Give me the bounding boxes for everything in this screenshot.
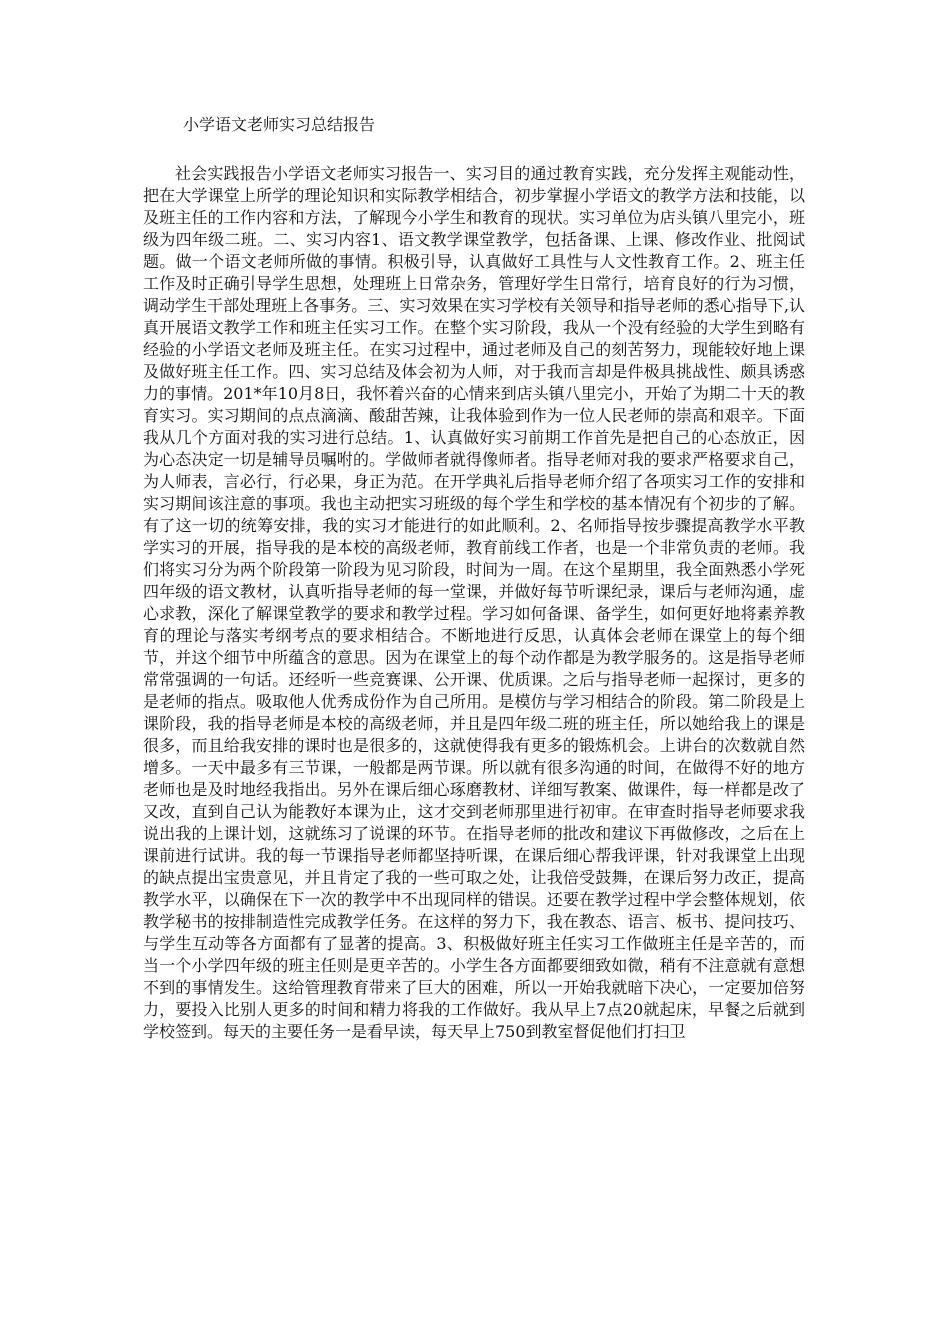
document-title: 小学语文老师实习总结报告 xyxy=(183,115,376,134)
document-body-paragraph: 社会实践报告小学语文老师实习报告一、实习目的通过教育实践，充分发挥主观能动性，把在大学课堂上所学的理论知识和实际教学相结合，初步掌握小学语文的教学方法和技能，以及班主任的工作内容和方法，了解现今小学生和教育的现状。实习单位为店头镇八里完小，班级为四年级二班。二、实习内容1、语文教学课堂教学，包括备课、上课、修改作业、批阅试题。做一个语文老师所做的事情。积极引导，认真做好工具性与人文性教育工作。2、班主任工作及时正确引导学生思想，处理班上日常杂务，管理好学生日常行，培育良好的行为习惯，调动学生干部处理班上各事务。三、实习效果在实习学校有关领导和指导老师的悉心指导下,认真开展语文教学工作和班主任实习工作。在整个实习阶段，我从一个没有经验的大学生到略有经验的小学语文老师及班主任。在实习过程中，通过老师及自己的刻苦努力，现能较好地上课及做好班主任工作。四、实习总结及体会初为人师，对于我而言却是件极具挑战性、颇具诱惑力的事情。201*年10月8日，我怀着兴奋的心情来到店头镇八里完小，开始了为期二十天的教育实习。实习期间的点点滴滴、酸甜苦辣，让我体验到作为一位人民老师的崇高和艰辛。下面我从几个方面对我的实习进行总结。1、认真做好实习前期工作首先是把自己的心态放正，因为心态决定一切是辅导员嘱咐的。学做师者就得像师者。指导老师对我的要求严格要求自己，为人师表，言必行，行必果，身正为范。在开学典礼后指导老师介绍了各项实习工作的安排和实习期间该注意的事项。我也主动把实习班级的每个学生和学校的基本情况有个初步的了解。有了这一切的统筹安排，我的实习才能进行的如此顺利。2、名师指导按步骤提高教学水平教学实习的开展，指导我的是本校的高级老师，教育前线工作者，也是一个非常负责的老师。我们将实习分为两个阶段第一阶段为见习阶段，时间为一周。在这个星期里，我全面熟悉小学死四年级的语文教材，认真听指导老师的每一堂课，并做好每节听课纪录，课后与老师沟通，虚心求教，深化了解课堂教学的要求和教学过程。学习如何备课、备学生，如何更好地将素养教育的理论与落实考纲考点的要求相结合。不断地进行反思，认真体会老师在课堂上的每个细节，并这个细节中所蕴含的意思。因为在课堂上的每个动作都是为教学服务的。这是指导老师常常强调的一句话。还经听一些竞赛课、公开课、优质课。之后与指导老师一起探讨，更多的是老师的指点。吸取他人优秀成份作为自己所用。是模仿与学习相结合的阶段。第二阶段是上课阶段，我的指导老师是本校的高级老师，并且是四年级二班的班主任，所以她给我上的课是很多，而且给我安排的课时也是很多的，这就使得我有更多的锻炼机会。上讲台的次数就自然增多。一天中最多有三节课，一般都是两节课。所以就有很多沟通的时间，在做得不好的地方老师也是及时地经我指出。另外在课后细心琢磨教材、详细写教案、做课件，每一样都是改了又改，直到自己认为能教好本课为止，这才交到老师那里进行初审。在审查时指导老师要求我说出我的上课计划，这就练习了说课的环节。在指导老师的批改和建议下再做修改，之后在上课前进行试讲。我的每一节课指导老师都坚持听课，在课后细心帮我评课，针对我课堂上出现的缺点提出宝贵意见，并且肯定了我的一些可取之处，让我倍受鼓舞，在课后努力改正，提高教学水平，以确保在下一次的教学中不出现同样的错误。还要在教学过程中学会整体规划，依教学秘书的按排制造性完成教学任务。在这样的努力下，我在教态、语言、板书、提问技巧、与学生互动等各方面都有了显著的提高。3、积极做好班主任实习工作做班主任是辛苦的，而当一个小学四年级的班主任则是更辛苦的。小学生各方面都要细致如微，稍有不注意就有意想不到的事情发生。这给管理教育带来了巨大的困难，所以一开始我就暗下决心，一定要加倍努力，要投入比别人更多的时间和精力将我的工作做好。我从早上7点20就起床，早餐之后就到学校签到。每天的主要任务一是看早读，每天早上750到教室督促他们打扫卫 xyxy=(143,164,805,1041)
